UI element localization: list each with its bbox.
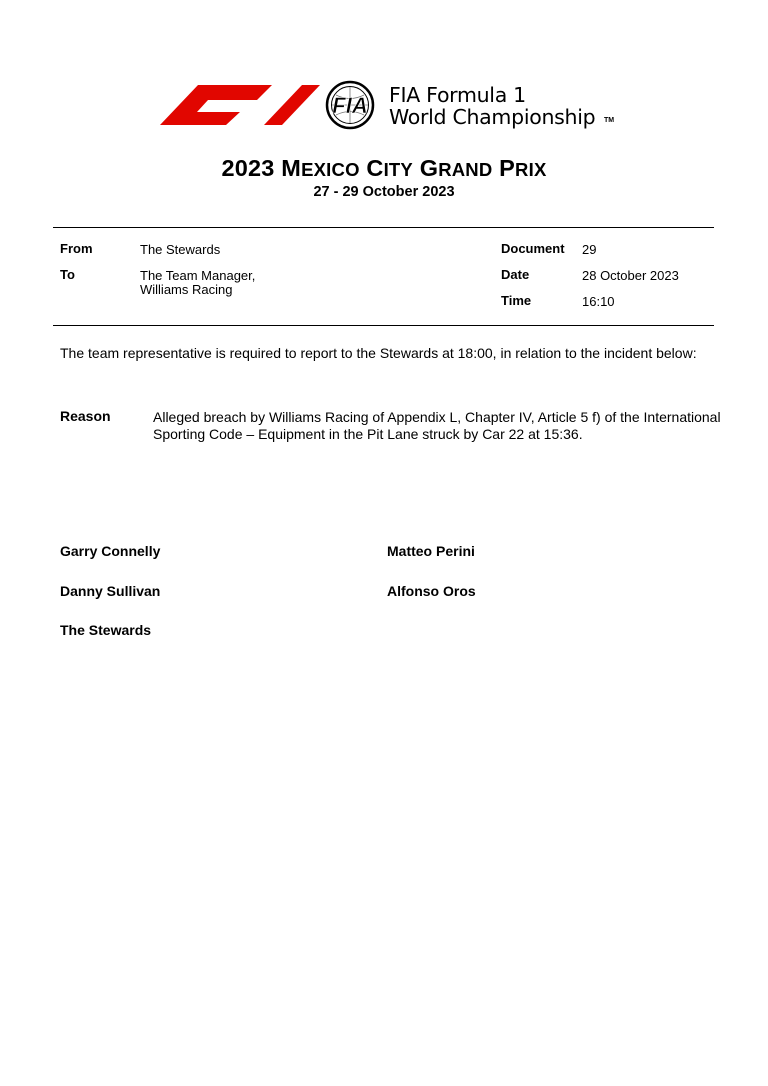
brand-line-2: World Championship [389, 105, 596, 129]
title-part: RIX [515, 159, 547, 180]
date-value: 28 October 2023 [582, 268, 679, 283]
fia-logo [316, 80, 384, 130]
title-part: EXICO [301, 159, 360, 180]
trademark-mark: TM [604, 117, 615, 124]
page-title [0, 155, 768, 182]
steward-name: Alfonso Oros [387, 583, 476, 599]
steward-name: Danny Sullivan [60, 583, 161, 599]
time-label: Time [501, 293, 532, 308]
time-value: 16:10 [582, 294, 615, 309]
reason-label: Reason [60, 408, 111, 424]
document-value: 29 [582, 242, 597, 257]
to-value-line: The Team Manager, [140, 268, 256, 283]
to-value-line: Williams Racing [140, 282, 233, 297]
from-label: From [60, 241, 93, 256]
document-label: Document [501, 241, 565, 256]
title-part: G [412, 155, 439, 181]
steward-name: Matteo Perini [387, 543, 475, 559]
brand-line-1: FIA Formula 1 [389, 83, 526, 107]
fia-logo-text: FIA [332, 93, 368, 118]
stewards-signature-label: The Stewards [60, 622, 152, 638]
steward-name: Garry Connelly [60, 543, 161, 559]
title-part: C [359, 155, 384, 181]
to-label: To [60, 267, 75, 282]
title-part: RAND [438, 159, 493, 180]
date-label: Date [501, 267, 530, 282]
summons-text: The team representative is required to report to the Stewards at 18:00, in relation to the incident below: [60, 345, 697, 361]
divider-top [53, 227, 714, 228]
from-value: The Stewards [140, 242, 221, 257]
divider-bottom [53, 325, 714, 326]
title-part: 2023 M [221, 155, 302, 181]
to-value [140, 269, 340, 297]
title-part: P [492, 155, 516, 181]
f1-logo [160, 82, 320, 127]
title-part: ITY [383, 159, 413, 180]
event-dates: 27 - 29 October 2023 [313, 184, 455, 200]
reason-text: Alleged breach by Williams Racing of Appendix L, Chapter IV, Article 5 f) of the International Sporting Code – Equipment in the Pit Lane struck by Car 22 at 15:36. [153, 409, 721, 442]
